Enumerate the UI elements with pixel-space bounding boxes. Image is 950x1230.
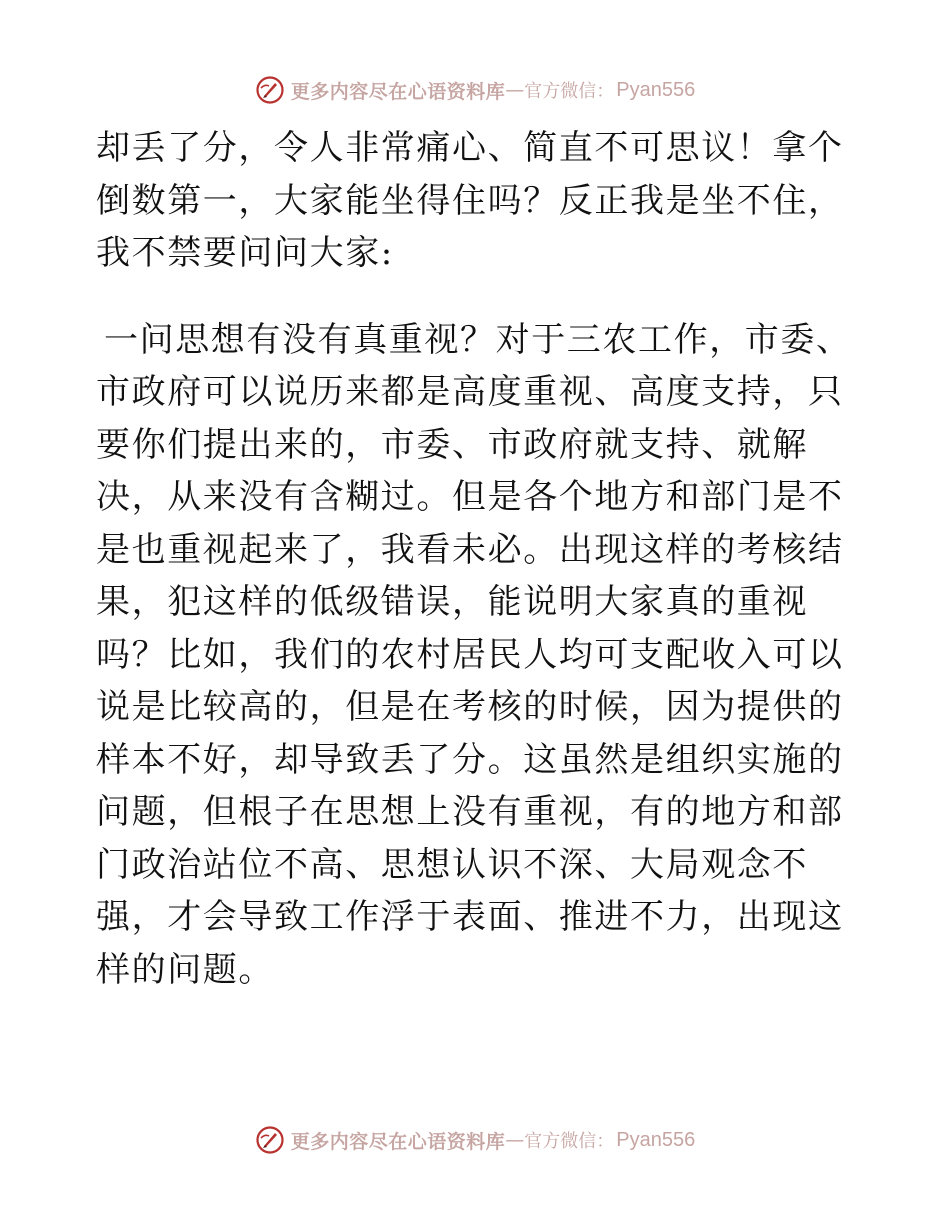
body-paragraph: 一问思想有没有真重视？对于三农工作，市委、市政府可以说历来都是高度重视、高度支持，只要你们提出来的，市委、市政府就支持、就解决，从来没有含糊过。但是各个地方和部门是不是也重视起来了，我看未必。出现这样的考核结果，犯这样的低级错误，能说明大家真的重视吗？比如，我们的农村居民人均可支配收入可以说是比较高的，但是在考核的时候，因为提供的样本不好，却导致丢了分。这虽然是组织实施的问题，但根子在思想上没有重视，有的地方和部门政治站位不高、思想认识不深、大局观念不强，才会导致工作浮于表面、推进不力，出现这样的问题。 <box>96 319 852 990</box>
quill-seal-icon <box>255 1125 285 1155</box>
quill-seal-icon <box>255 75 285 105</box>
banner-wechat-label: 官方微信： <box>524 81 615 102</box>
header-banner <box>0 70 950 110</box>
footer-banner <box>0 1120 950 1160</box>
banner-separator: — <box>505 79 525 101</box>
banner-main-text: 更多内容尽在心语资料库 <box>290 80 506 103</box>
body-paragraph: 却丢了分，令人非常痛心、简直不可思议！拿个倒数第一，大家能坐得住吗？反正我是坐不住，我不禁要问问大家: <box>96 128 844 273</box>
document-body <box>96 122 856 996</box>
banner-separator: — <box>505 1129 525 1151</box>
banner-wechat-label: 官方微信： <box>524 1131 615 1152</box>
banner-main-text: 更多内容尽在心语资料库 <box>290 1130 506 1153</box>
banner-wechat-id: Pyan556 <box>616 78 696 101</box>
banner-wechat-id: Pyan556 <box>616 1128 696 1151</box>
